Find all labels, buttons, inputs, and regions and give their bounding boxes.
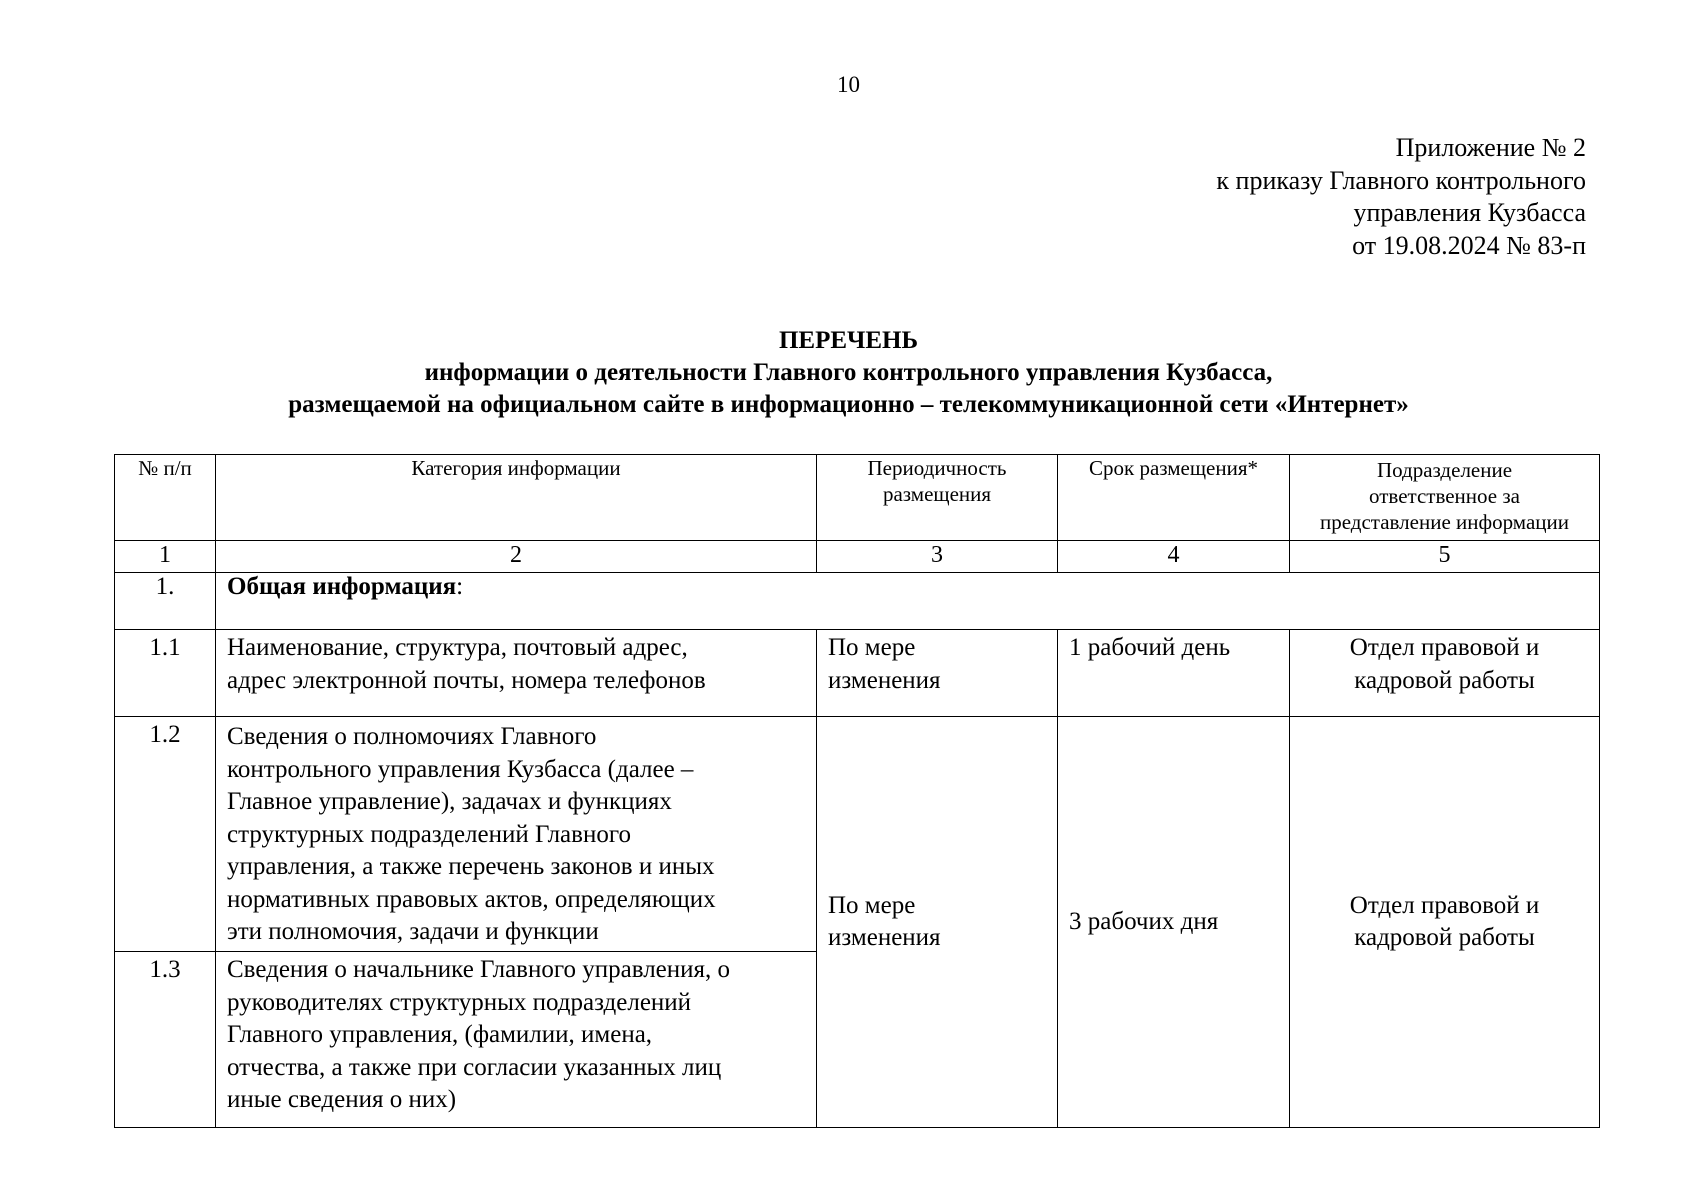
appendix-line: управления Кузбасса [1353, 198, 1586, 227]
document-title [0, 325, 1697, 421]
column-number: 1 [115, 541, 216, 573]
title-line: размещаемой на официальном сайте в информационно – телекоммуникационной сети «Интернет» [288, 391, 1409, 418]
text-line: адрес электронной почты, номера телефонов [227, 666, 706, 694]
column-number: 3 [817, 541, 1058, 573]
header-num: № п/п [115, 455, 216, 541]
text-line: изменения [828, 924, 941, 951]
appendix-header [1216, 132, 1586, 262]
text-line: эти полномочия, задачи и функции [227, 918, 599, 945]
row-category [216, 717, 817, 952]
row-category [216, 630, 817, 717]
text-line: отчества, а также при согласии указанных лиц [227, 1053, 722, 1081]
text-line: Отдел правовой и [1349, 891, 1540, 919]
table-header-row [115, 455, 1600, 541]
page-number: 10 [837, 72, 860, 97]
text-line: Главное управление), задачах и функциях [227, 788, 672, 815]
text-line: изменения [828, 666, 941, 694]
text-line: Наименование, структура, почтовый адрес, [227, 634, 688, 661]
section-title [216, 573, 1600, 630]
header-text-line: размещения [882, 482, 992, 506]
information-table [114, 454, 1600, 1128]
row-department [1290, 630, 1600, 717]
row-number: 1.2 [115, 717, 216, 952]
text-line: контрольного управления Кузбасса (далее – [227, 755, 694, 783]
section-row [115, 573, 1600, 630]
header-text-line: Подразделение [1376, 458, 1513, 482]
section-title-text: Общая информация [227, 573, 457, 600]
column-number: 2 [216, 541, 817, 573]
text-line: Сведения о полномочиях Главного [227, 723, 597, 750]
merged-department [1290, 717, 1600, 1128]
text-line: руководителях структурных подразделений [227, 988, 692, 1016]
row-term: 1 рабочий день [1058, 630, 1290, 717]
appendix-line: Приложение № 2 [1395, 133, 1586, 162]
section-title-suffix: : [456, 573, 464, 600]
appendix-line: от 19.08.2024 № 83-п [1352, 230, 1586, 260]
merged-term: 3 рабочих дня [1058, 717, 1290, 1128]
header-category: Категория информации [216, 455, 817, 541]
header-periodicity [817, 455, 1058, 541]
section-number: 1. [115, 573, 216, 630]
header-department [1290, 455, 1600, 541]
header-text-line: ответственное за [1369, 484, 1520, 508]
text-line: По мере [828, 634, 916, 661]
row-number: 1.1 [115, 630, 216, 717]
title-line: ПЕРЕЧЕНЬ [778, 327, 919, 354]
text-line: иные сведения о них) [227, 1086, 457, 1113]
text-line: Главного управления, (фамилии, имена, [227, 1021, 653, 1048]
text-line: нормативных правовых актов, определяющих [227, 885, 716, 913]
table-row [115, 717, 1600, 952]
table-row [115, 630, 1600, 717]
text-line: Сведения о начальнике Главного управления, о [227, 956, 731, 983]
text-line: По мере [828, 891, 916, 919]
header-text-line: представление информации [1320, 510, 1569, 534]
column-number-row [115, 541, 1600, 573]
header-text-line: Периодичность [867, 456, 1007, 480]
row-number: 1.3 [115, 952, 216, 1128]
row-category [216, 952, 817, 1128]
text-line: управления, а также перечень законов и иных [227, 853, 715, 880]
title-line: информации о деятельности Главного контрольного управления Кузбасса, [424, 359, 1273, 386]
text-line: структурных подразделений Главного [227, 820, 631, 848]
column-number: 4 [1058, 541, 1290, 573]
text-line: Отдел правовой и [1349, 634, 1540, 661]
text-line: кадровой работы [1354, 924, 1535, 951]
merged-periodicity [817, 717, 1058, 1128]
text-line: кадровой работы [1354, 666, 1535, 694]
row-periodicity [817, 630, 1058, 717]
header-term: Срок размещения* [1058, 455, 1290, 541]
appendix-line: к приказу Главного контрольного [1216, 165, 1586, 195]
column-number: 5 [1290, 541, 1600, 573]
